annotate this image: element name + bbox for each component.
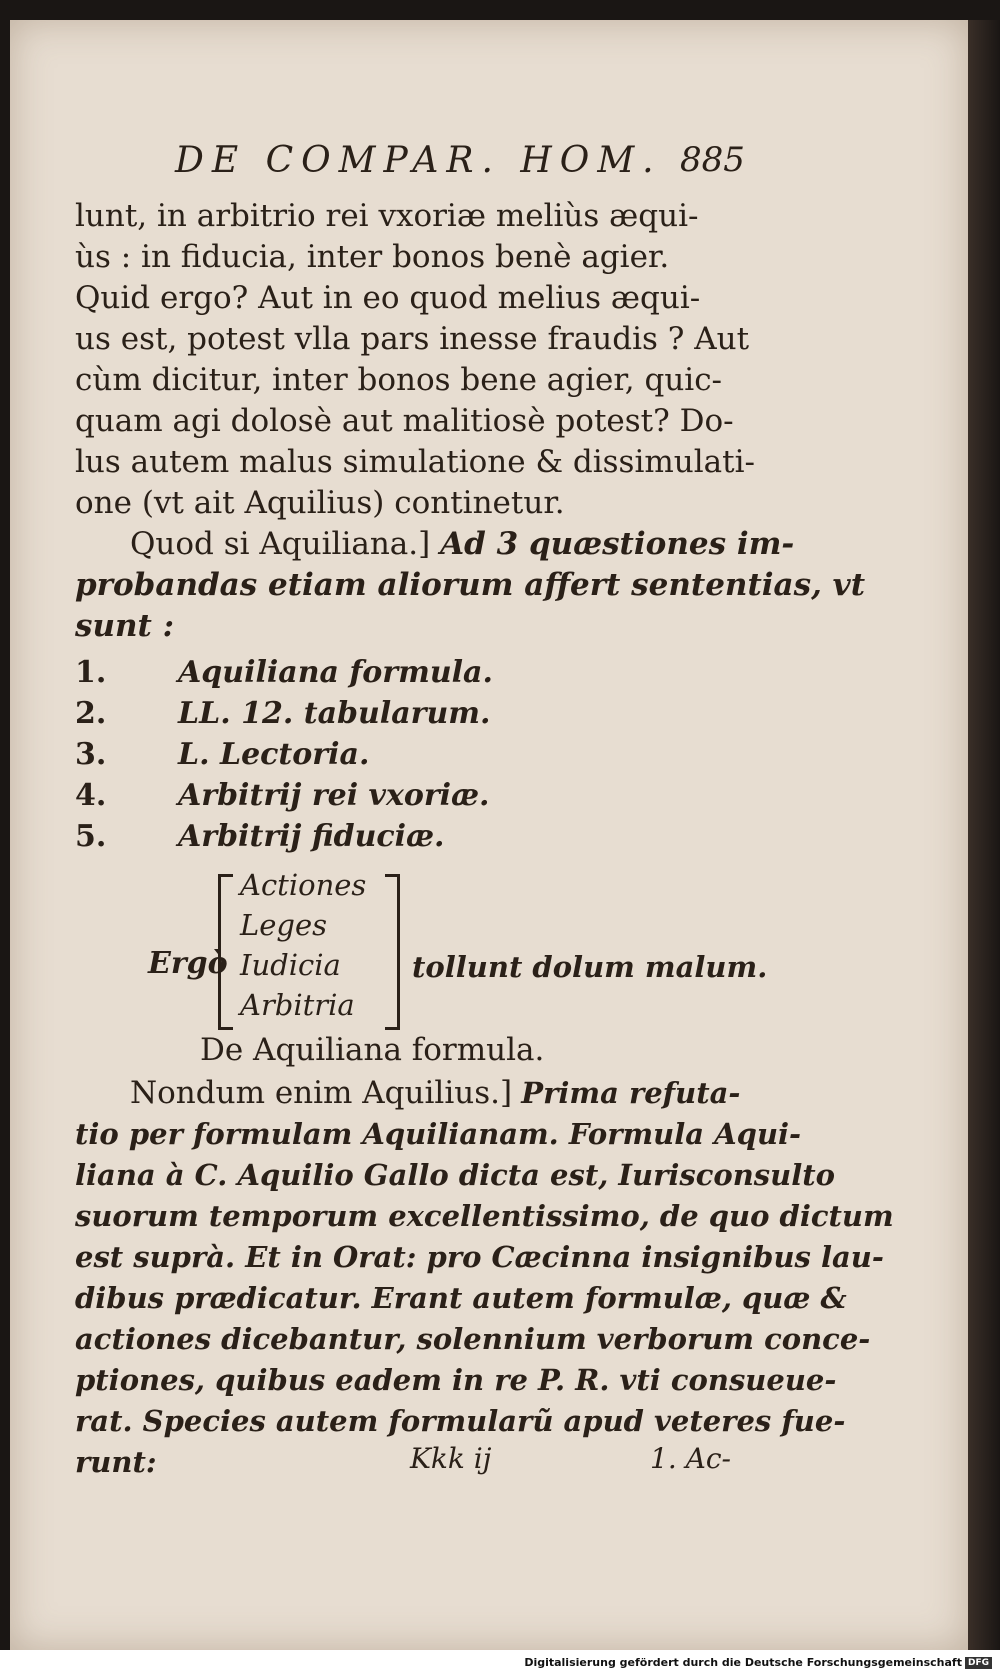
text-line: Quid ergo? Aut in eo quod melius æqui- <box>75 280 701 316</box>
text-line-italic: probandas etiam aliorum affert sententias, vt <box>75 567 866 603</box>
numbered-list <box>75 655 775 860</box>
list-item <box>75 819 775 860</box>
text-line-italic: actiones dicebantur, solennium verborum conce- <box>75 1322 871 1356</box>
body-paragraph-1 <box>75 196 866 647</box>
text-line-italic: liana à C. Aquilio Gallo dicta est, Iurisconsulto <box>75 1158 835 1192</box>
list-text: L. Lectoria. <box>178 737 370 772</box>
list-text: Arbitrij fiduciæ. <box>178 819 445 854</box>
text-line: lus autem malus simulatione & dissimulati- <box>75 444 755 480</box>
body-paragraph-2 <box>75 1073 894 1483</box>
text-line-italic: dibus prædicatur. Erant autem formulæ, quæ & <box>75 1281 847 1315</box>
text-line-italic: runt: <box>75 1445 157 1479</box>
text-line: us est, potest vlla pars inesse fraudis ? Aut <box>75 321 750 357</box>
signature-mark: Kkk ij <box>410 1442 492 1475</box>
page-edge <box>968 20 1000 1650</box>
bracket-scheme <box>140 868 768 1028</box>
left-brace <box>218 874 233 1030</box>
scheme-ergo: Ergò <box>148 946 228 981</box>
lemma-roman: Quod si Aquiliana.] <box>130 526 431 562</box>
lemma-line <box>75 524 795 565</box>
list-number: 4. <box>75 778 107 813</box>
list-item <box>75 778 775 819</box>
list-text: LL. 12. tabularum. <box>178 696 491 731</box>
text-line: quam agi dolosè aut malitiosè potest? Do- <box>75 403 734 439</box>
dfg-credit <box>524 1656 992 1669</box>
scheme-result: tollunt dolum malum. <box>412 950 768 984</box>
running-head: DE COMPAR. HOM. <box>175 140 662 181</box>
text-line: lunt, in arbitrio rei vxoriæ meliùs æqui- <box>75 198 699 234</box>
footer-band <box>0 1650 1000 1673</box>
section-heading: De Aquiliana formula. <box>200 1032 545 1068</box>
scheme-item: Actiones <box>240 868 367 902</box>
list-text: Arbitrij rei vxoriæ. <box>178 778 490 813</box>
text-line-italic: sunt : <box>75 608 175 644</box>
scheme-item: Arbitria <box>240 988 355 1022</box>
list-number: 2. <box>75 696 107 731</box>
list-item <box>75 655 775 696</box>
scheme-item: Iudicia <box>240 948 341 982</box>
dfg-logo: DFG <box>965 1657 992 1669</box>
list-number: 3. <box>75 737 107 772</box>
lemma-line <box>75 1073 765 1114</box>
text-line: cùm dicitur, inter bonos bene agier, quic- <box>75 362 723 398</box>
text-line-italic: ptiones, quibus eadem in re P. R. vti consueue- <box>75 1363 837 1397</box>
text-line-italic: suorum temporum excellentissimo, de quo dictum <box>75 1199 894 1233</box>
list-number: 1. <box>75 655 107 690</box>
list-number: 5. <box>75 819 107 854</box>
list-text: Aquiliana formula. <box>178 655 493 690</box>
catchword: 1. Ac- <box>650 1442 731 1475</box>
credit-text: Digitalisierung gefördert durch die Deutsche Forschungsgemeinschaft <box>524 1656 962 1669</box>
text-line-italic: rat. Species autem formularũ apud veteres fue- <box>75 1404 846 1438</box>
lemma-roman: Nondum enim Aquilius.] <box>130 1075 513 1111</box>
lemma-italic: Ad 3 quæstiones im- <box>440 526 795 562</box>
text-line: one (vt ait Aquilius) continetur. <box>75 485 565 521</box>
text-line: ùs : in fiducia, inter bonos benè agier. <box>75 239 670 275</box>
text-line-italic: tio per formulam Aquilianam. Formula Aqui- <box>75 1117 802 1151</box>
scheme-item: Leges <box>240 908 328 942</box>
page-header <box>175 140 775 190</box>
list-item <box>75 737 775 778</box>
page-number: 885 <box>680 140 745 180</box>
lemma-italic: Prima refuta- <box>521 1076 741 1110</box>
right-brace <box>385 874 400 1030</box>
list-item <box>75 696 775 737</box>
text-line-italic: est suprà. Et in Orat: pro Cæcinna insignibus lau- <box>75 1240 884 1274</box>
